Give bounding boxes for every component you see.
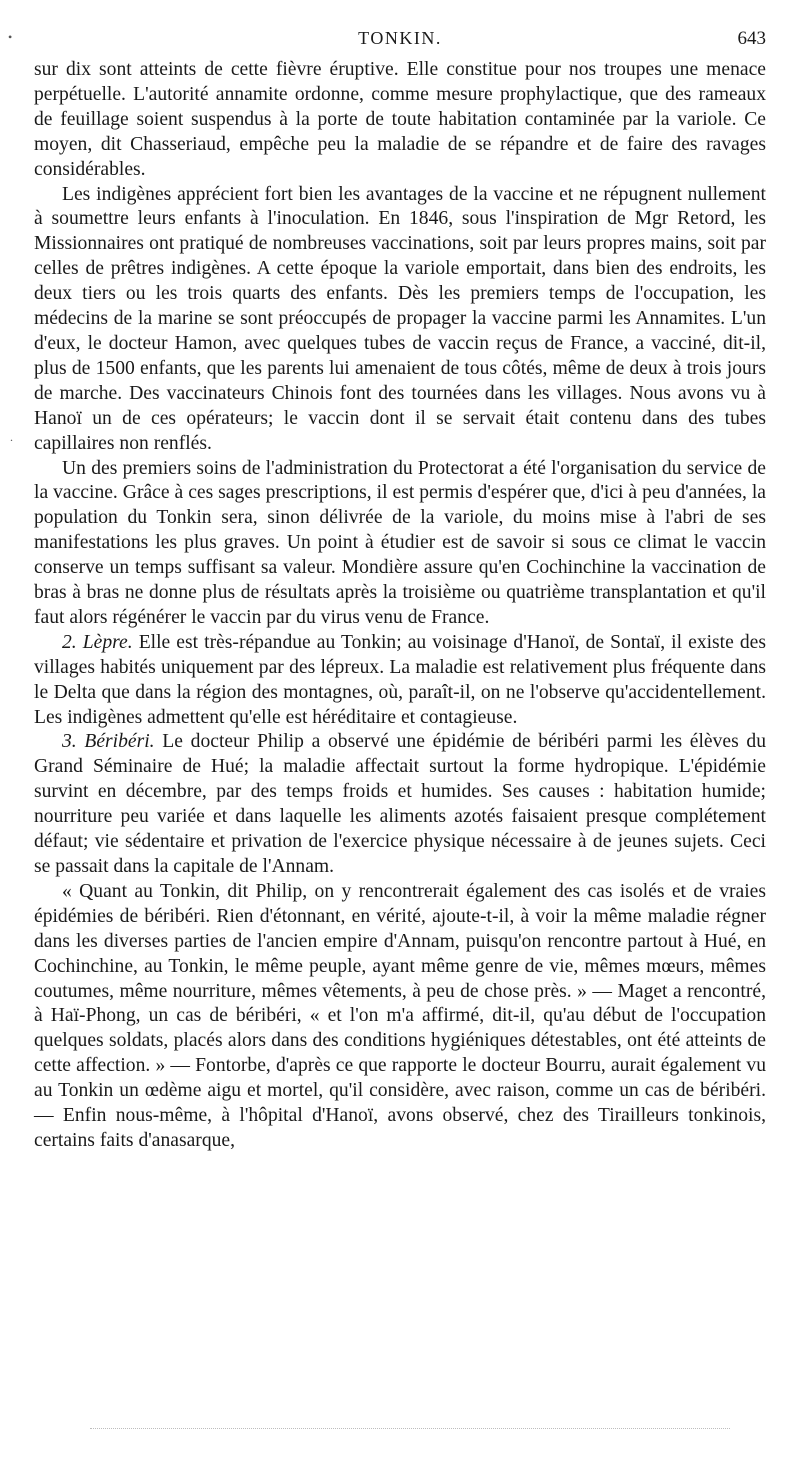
paragraph-text: Les indigènes apprécient fort bien les avantages de la vaccine et ne répugnent nullement à soumettre leurs enfants à l'inoculation. En 1846, sous l'inspiration de Mgr Retord, les Missionnaires ont pratiqué de nombreuses vaccinations, soit par leurs propres mains, soit par celles de prêtres indigènes. A cette époque la variole emportait, dans bien des endroits, les deux tiers ou les trois quarts des enfants. Dès les premiers temps de l'occupation, les médecins de la marine se sont préoccupés de propager la vaccine parmi les Annamites. L'un d'eux, le docteur Hamon, avec quelques tubes de vaccin reçus de France, a vacciné, dit-il, plus de 1500 enfants, que les parents lui amenaient de tous côtés, même de deux à trois jours de marche. Des vaccinateurs Chinois font des tournées dans les villages. Nous avons vu à Hanoï un de ces opérateurs; le vaccin dont il se servait était contenu dans des tubes capillaires non renflés. <box>34 183 766 454</box>
margin-speck: • <box>8 30 13 44</box>
paragraph-text: sur dix sont atteints de cette fièvre éruptive. Elle constitue pour nos troupes une menace perpétuelle. L'autorité annamite ordonne, comme mesure prophylactique, que des rameaux de feuillage soient suspendus à la porte de toute habitation contaminée par la variole. Ce moyen, dit Chasseriaud, empêche peu la maladie de se répandre et de faire des ravages considérables. <box>34 59 766 180</box>
paragraph-vaccine <box>34 183 766 457</box>
paragraph-variole-continued <box>34 58 766 183</box>
paragraph-text: Elle est très-répandue au Tonkin; au voisinage d'Hanoï, de Sontaï, il existe des villages habités uniquement par des lépreux. La maladie est relativement plus fréquente dans le Delta que dans la région des montagnes, où, paraît-il, on ne l'observe qu'accidentellement. Les indigènes admettent qu'elle est héréditaire et contagieuse. <box>34 631 766 728</box>
page-number: 643 <box>737 28 766 49</box>
paragraph-protectorat <box>34 457 766 631</box>
section-heading-lepre: 2. Lèpre. <box>62 631 133 653</box>
paragraph-text: Le docteur Philip a observé une épidémie de béribéri parmi les élèves du Grand Séminaire de Hué; la maladie affectait surtout la forme hydropique. L'épidémie survint en décembre, par des temps froids et humides. Ses causes : habitation humide; nourriture peu variée et dans laquelle les aliments azotés faisaient presque complétement défaut; vie sédentaire et privation de l'exercice physique nécessaire à de jeunes sujets. Ceci se passait dans la capitale de l'Annam. <box>34 731 766 877</box>
body-text <box>34 58 766 1154</box>
paragraph-beriberi <box>34 730 766 879</box>
margin-speck: . <box>10 430 13 444</box>
book-page <box>34 28 766 1154</box>
bottom-bleed-through <box>90 1428 730 1429</box>
paragraph-text: Un des premiers soins de l'administration du Protectorat a été l'organisation du service de la vaccine. Grâce à ces sages prescriptions, il est permis d'espérer que, d'ici à peu d'années, la population du Tonkin sera, sinon délivrée de la variole, du moins mise à l'abri de ses manifestations les plus graves. Un point à étudier est de savoir si sous ce climat le vaccin conserve un temps suffisant sa valeur. Mondière assure qu'en Cochinchine la vaccination de bras à bras ne donne plus de résultats après la troisième ou quatrième transplantation et qu'il faut alors régénérer le vaccin par du virus venu de France. <box>34 457 766 628</box>
running-title: TONKIN. <box>358 28 442 48</box>
running-head <box>34 28 766 52</box>
section-heading-beriberi: 3. Béribéri. <box>62 731 155 753</box>
paragraph-text: « Quant au Tonkin, dit Philip, on y rencontrerait également des cas isolés et de vraies épidémies de béribéri. Rien d'étonnant, en vérité, ajoute-t-il, à voir la même maladie régner dans les diverses parties de l'ancien empire d'Annam, puisqu'on rencontre partout à Hué, en Cochinchine, au Tonkin, le même peuple, ayant même genre de vie, mêmes mœurs, mêmes coutumes, même nourriture, mêmes vêtements, à peu de chose près. » — Maget a rencontré, à Haï-Phong, un cas de béribéri, « et l'on m'a affirmé, dit-il, qu'au début de l'occupation quelques soldats, placés alors dans des conditions hygiéniques détestables, ont été atteints de cette affection. » — Fontorbe, d'après ce que rapporte le docteur Bourru, aurait également vu au Tonkin un œdème aigu et mortel, qu'il considère, avec raison, comme un cas de béribéri. — Enfin nous-même, à l'hôpital d'Hanoï, avons observé, chez des Tirailleurs tonkinois, certains faits d'anasarque, <box>34 880 766 1151</box>
paragraph-lepre <box>34 631 766 731</box>
paragraph-philip-quote <box>34 880 766 1154</box>
